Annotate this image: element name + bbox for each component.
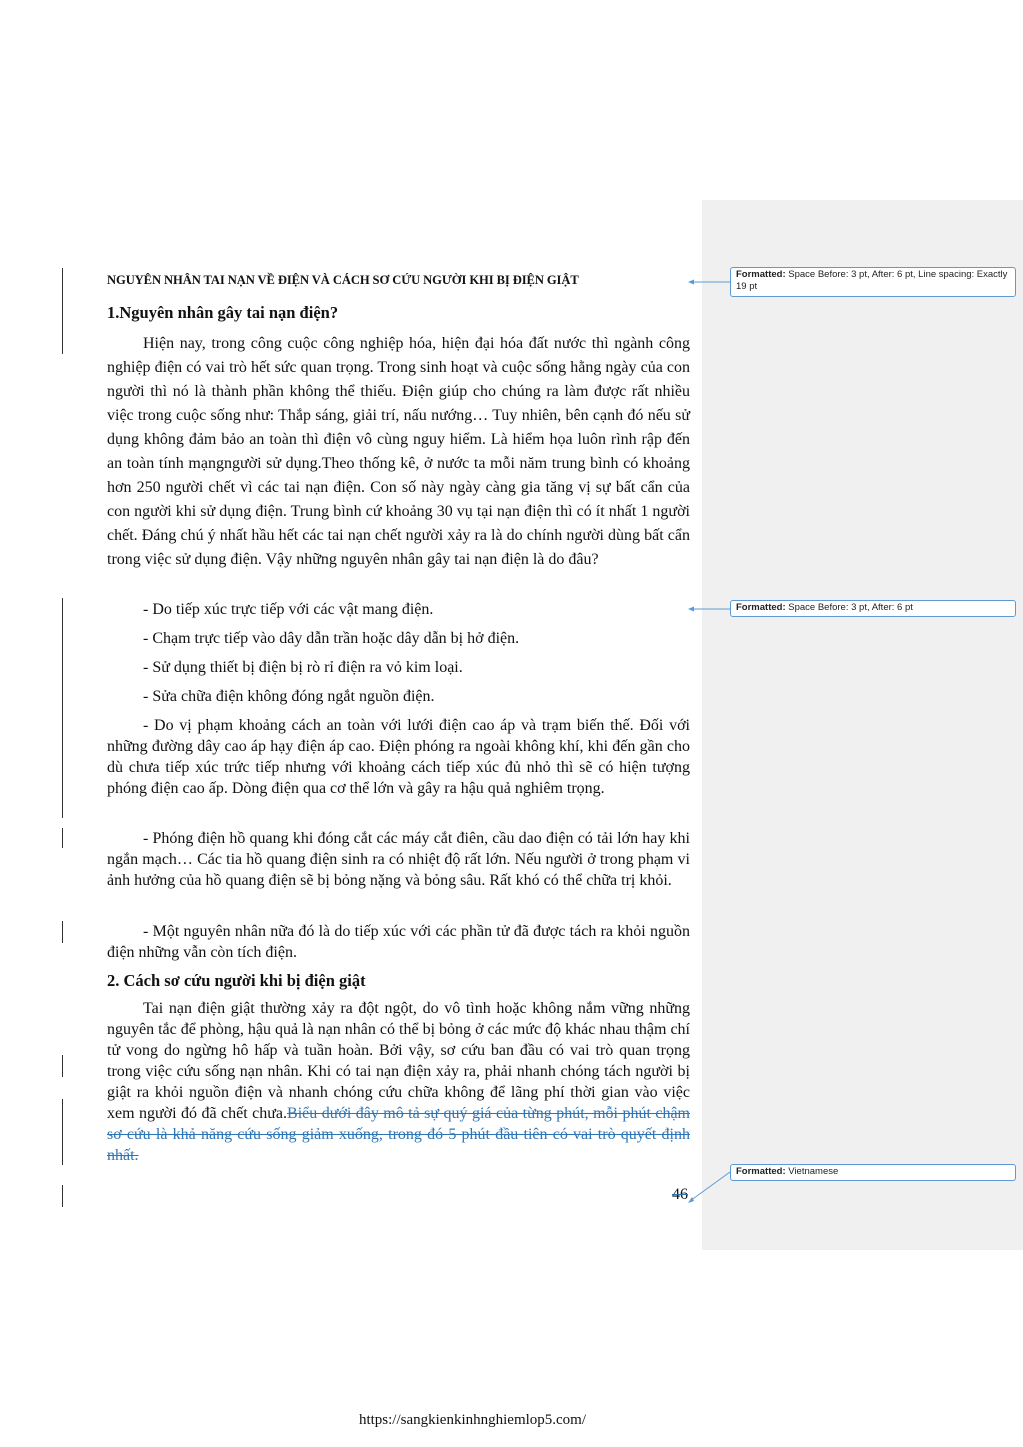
comment-balloon[interactable] <box>730 267 1016 297</box>
connector-3 <box>690 1172 730 1201</box>
cause-item: - Chạm trực tiếp vào dây dẫn trần hoặc dây dẫn bị hở điện. <box>143 630 520 647</box>
comment-text: Space Before: 3 pt, After: 6 pt, Line spacing: Exactly 19 pt <box>736 269 1008 292</box>
first-aid-paragraph <box>107 998 690 1166</box>
page-number: 46 <box>672 1186 688 1203</box>
cause-arc-flash: - Phóng điện hồ quang khi đóng cắt các máy cắt điên, cầu dao điện có tải lớn hay khi ngắn mạch… Các tia hồ quang điện sinh ra có nhiệt độ rất lớn. Nếu người ở trong phạm vi ảnh hưởng của hồ quang điện sẽ bị bỏng nặng và bỏng sâu. Rất khó có thể chữa trị khỏi. <box>107 830 690 889</box>
section-1-heading: 1.Nguyên nhân gây tai nạn điện? <box>107 303 339 322</box>
document-title: NGUYÊN NHÂN TAI NẠN VỀ ĐIỆN VÀ CÁCH SƠ CỨU NGƯỜI KHI BỊ ĐIỆN GIẬT <box>107 273 579 287</box>
comment-label: Formatted: <box>736 269 786 280</box>
change-bar <box>62 921 63 943</box>
change-bar <box>62 1055 63 1077</box>
intro-paragraph: Hiện nay, trong công cuộc công nghiệp hóa, hiện đại hóa đất nước thì ngành công nghiệp điện có vai trò hết sức quan trọng. Trong sinh hoạt và cuộc sống hằng ngày của con người thì nó là thành phần không thể thiếu. Điện giúp cho chúng ra làm được rất nhiều việc trong cuộc sống như: Thắp sáng, giải trí, nấu nướng… Tuy nhiên, bên cạnh đó nếu sử dụng không đảm bảo an toàn thì điện vô cùng nguy hiểm. Là hiểm họa luôn rình rập đến an toàn tính mạngngười sử dụng.Theo thống kê, ở nước ta mỗi năm trung bình có khoảng hơn 250 người chết vì các tai nạn điện. Con số này ngày càng gia tăng vị sự bất cẩn của con người khi sử dụng điện. Trung bình cứ khoảng 30 vụ tại nạn điện thì có ít nhất 1 người chết. Đáng chú ý nhất hầu hết các tai nạn chết người xảy ra là do chính người dùng bất cẩn trong việc sử dụng điện. Vậy những nguyên nhân gây tai nạn điện là do đâu? <box>107 335 690 568</box>
change-bar <box>62 598 63 818</box>
cause-item: - Sửa chữa điện không đóng ngắt nguồn điện. <box>143 688 435 705</box>
comment-text: Vietnamese <box>788 1166 839 1177</box>
first-aid-text: Tai nạn điện giật thường xảy ra đột ngột, do vô tình hoặc không nắm vững những nguyên tắc để phòng, hậu quả là nạn nhân có thể bị bỏng ở các mức độ khác nhau thậm chí tử vong do ngừng hô hấp và tuần hoàn. Bởi vậy, sơ cứu ban đầu có vai trò quan trọng trong việc cứu sống nạn nhân. Khi có tai nạn điện xảy ra, phải nhanh chóng tách người bị giật ra khỏi nguồn điện và nhanh chóng cứu chữa không để lãng phí thời gian vào việc xem người đó đã chết chưa. <box>107 1000 690 1122</box>
comment-text: Space Before: 3 pt, After: 6 pt <box>788 602 913 613</box>
connector-3-arrow <box>688 1197 694 1203</box>
cause-high-voltage: - Do vị phạm khoảng cách an toàn với lưới điện cao áp và trạm biến thế. Đối với những đường dây cao áp hạy điện áp cao. Điện phóng ra ngoài không khí, khi đến gần cho dù chưa tiếp xúc trức tiếp nhưng với khoảng cách tiếp xúc đủ nhỏ thì sẽ có hiện tượng phóng điện cao ấp. Dòng điện qua cơ thể lớn và gây ra hậu quả nghiêm trọng. <box>107 717 690 797</box>
comment-balloon[interactable] <box>730 1164 1016 1181</box>
comment-balloon[interactable] <box>730 600 1016 617</box>
change-bar <box>62 1099 63 1165</box>
comment-label: Formatted: <box>736 602 786 613</box>
deleted-revision-text: Biểu dưới đây mô tả sự quý giá của từng phút, mỗi phút chậm sơ cứu là khả năng cứu sống giảm xuống, trong đó 5 phút đầu tiên có vai trò quyết định nhất. <box>107 1105 690 1164</box>
cause-item: - Do tiếp xúc trực tiếp với các vật mang điện. <box>143 601 434 618</box>
change-bar <box>62 828 63 848</box>
cause-residual-charge: - Một nguyên nhân nữa đó là do tiếp xúc với các phần tử đã được tách ra khỏi nguồn điện những vẫn còn tích điện. <box>107 923 690 961</box>
section-2-heading: 2. Cách sơ cứu người khi bị điện giật <box>107 971 366 990</box>
cause-item: - Sử dụng thiết bị điện bị rò rỉ điện ra vỏ kim loại. <box>143 659 463 676</box>
footer-url[interactable]: https://sangkienkinhnghiemlop5.com/ <box>358 1412 587 1428</box>
comment-label: Formatted: <box>736 1166 786 1177</box>
change-bar <box>62 268 63 354</box>
change-bar <box>62 1185 63 1207</box>
